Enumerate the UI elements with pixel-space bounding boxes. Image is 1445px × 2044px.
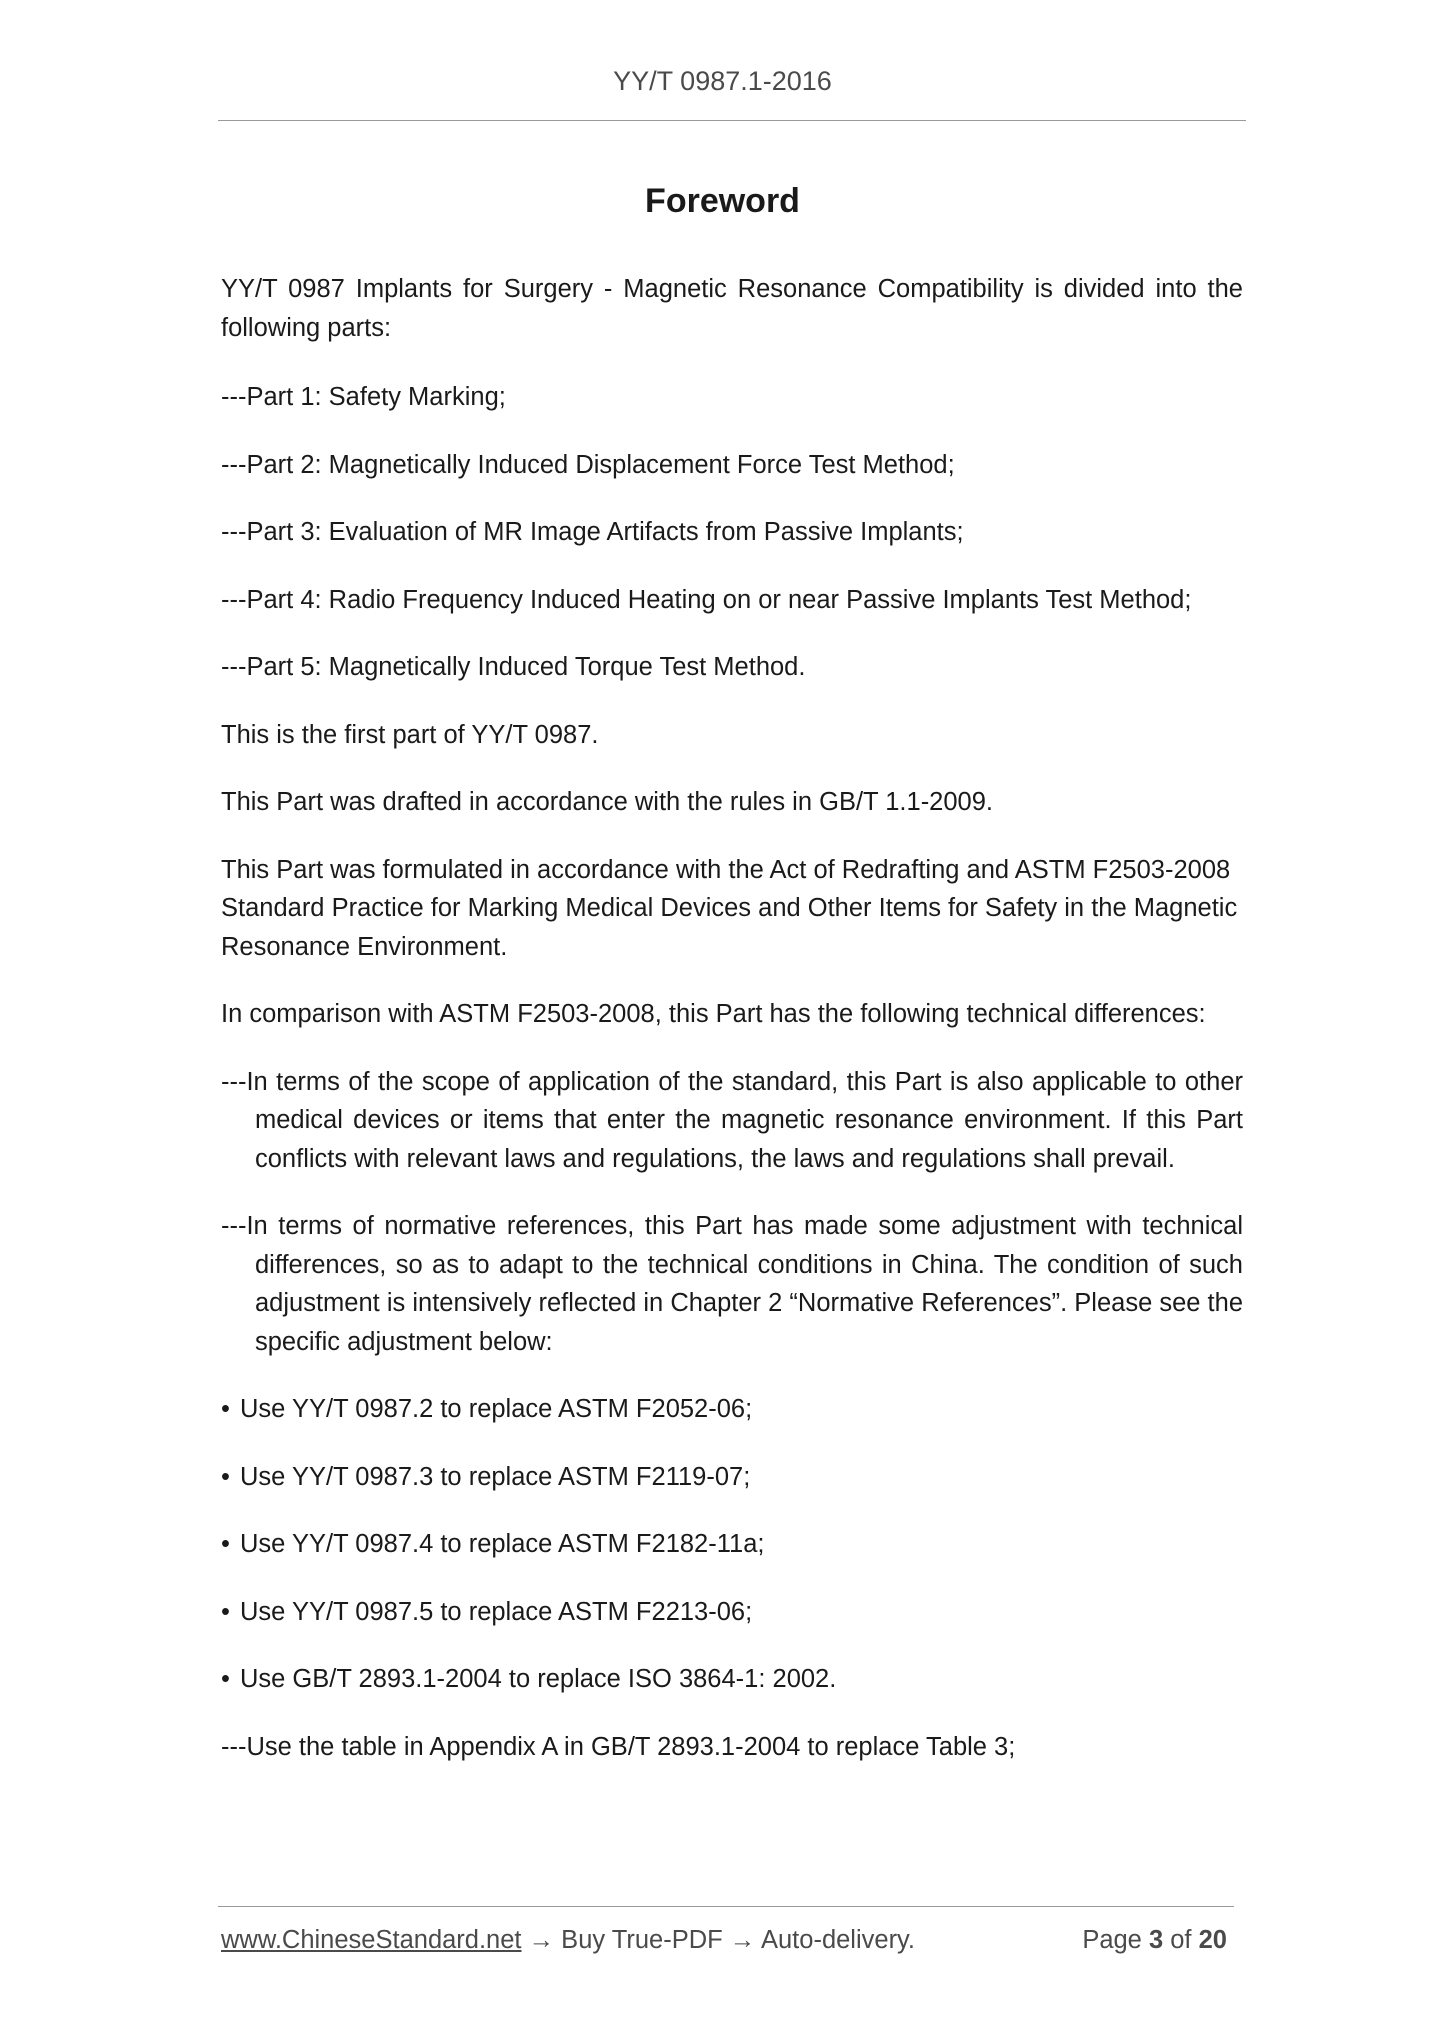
- replacement-bullet: [221, 1458, 1243, 1497]
- comparison-paragraph: In comparison with ASTM F2503-2008, this Part has the following technical differences:: [221, 1000, 1206, 1028]
- intro-paragraph: YY/T 0987 Implants for Surgery - Magnetic Resonance Compatibility is divided into the following parts:: [221, 275, 1243, 342]
- page-label: Page: [1082, 1926, 1142, 1954]
- page-current: 3: [1148, 1926, 1164, 1954]
- part-list-item: ---Part 5: Magnetically Induced Torque Test Method.: [221, 653, 806, 681]
- page-total: 20: [1198, 1926, 1227, 1954]
- drafted-paragraph: This Part was drafted in accordance with the rules in GB/T 1.1-2009.: [221, 788, 993, 816]
- replacement-bullet: [221, 1525, 1243, 1564]
- page-number: [1082, 1926, 1227, 1955]
- formulated-paragraph: This Part was formulated in accordance with the Act of Redrafting and ASTM F2503-2008 Standard Practice for Marking Medical Devices and Other Items for Safety in the Magnetic Resonance Environment.: [221, 855, 1238, 961]
- footer-divider: [218, 1906, 1234, 1907]
- bullet-icon: •: [221, 1597, 230, 1626]
- bullet-icon: •: [221, 1395, 230, 1423]
- page-footer: [221, 1926, 1237, 1955]
- document-code-header: YY/T 0987.1-2016: [613, 66, 832, 96]
- part-list-item: ---Part 3: Evaluation of MR Image Artifacts from Passive Implants;: [221, 518, 964, 546]
- bullet-text: Use GB/T 2893.1-2004 to replace ISO 3864-1: 2002.: [240, 1665, 837, 1693]
- bullet-icon: •: [221, 1665, 230, 1693]
- of-label: of: [1170, 1926, 1192, 1954]
- bullet-icon: •: [221, 1530, 230, 1558]
- page-title: Foreword: [645, 182, 800, 220]
- replacement-bullet: [221, 1390, 1243, 1429]
- bullet-text: Use YY/T 0987.2 to replace ASTM F2052-06;: [240, 1395, 753, 1423]
- bullet-text: Use YY/T 0987.5 to replace ASTM F2213-06;: [240, 1597, 753, 1626]
- last-difference-item: ---Use the table in Appendix A in GB/T 2893.1-2004 to replace Table 3;: [221, 1732, 1016, 1761]
- bullet-text: Use YY/T 0987.3 to replace ASTM F2119-07;: [240, 1462, 751, 1491]
- replacement-bullet: [221, 1593, 1243, 1632]
- document-body: [221, 270, 1243, 1766]
- part-list-item: ---Part 1: Safety Marking;: [221, 383, 506, 411]
- part-list-item: ---Part 4: Radio Frequency Induced Heating on or near Passive Implants Test Method;: [221, 585, 1192, 614]
- difference-item: ---In terms of normative references, this Part has made some adjustment with technical differences, so as to adapt to the technical conditions in China. The condition of such adjustment is intensively reflected in Chapter 2 “Normative References”. Please see the specific adjustment below:: [221, 1212, 1243, 1356]
- website-link[interactable]: www.ChineseStandard.net: [221, 1926, 522, 1954]
- footer-tagline: → Buy True-PDF → Auto-delivery.: [521, 1926, 915, 1954]
- bullet-icon: •: [221, 1462, 230, 1491]
- replacement-bullet: [221, 1660, 1243, 1699]
- bullet-text: Use YY/T 0987.4 to replace ASTM F2182-11a;: [240, 1530, 765, 1558]
- header-divider: [218, 120, 1246, 121]
- first-part-paragraph: This is the first part of YY/T 0987.: [221, 720, 599, 749]
- part-list-item: ---Part 2: Magnetically Induced Displacement Force Test Method;: [221, 450, 955, 479]
- difference-item: ---In terms of the scope of application of the standard, this Part is also applicable to other medical devices or items that enter the magnetic resonance environment. If this Part conflicts with relevant laws and regulations, the laws and regulations shall prevail.: [221, 1067, 1243, 1173]
